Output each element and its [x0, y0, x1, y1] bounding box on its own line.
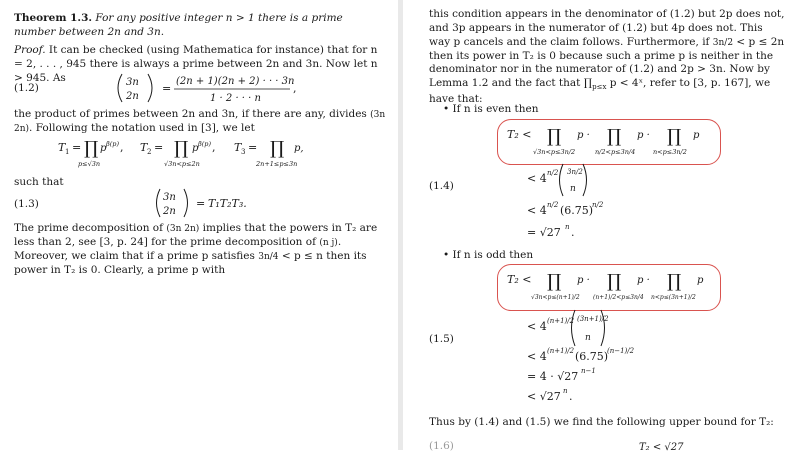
svg-text:∏: ∏ — [607, 126, 622, 147]
svg-text:β(p): β(p) — [198, 140, 211, 148]
inline-binom: (3n 2n) — [14, 110, 386, 134]
svg-text:∏: ∏ — [607, 271, 622, 292]
svg-text:(n+1)/2<p≤3n/4: (n+1)/2<p≤3n/4 — [593, 294, 644, 301]
t-definitions — [58, 135, 358, 175]
svg-text:T₁T₂T₃.: T₁T₂T₃. — [208, 197, 247, 210]
svg-text:1: 1 — [65, 148, 70, 156]
para-top-c: p < 4ˣ, refer to [3, p. 167], we have that: — [429, 77, 771, 105]
svg-text:< 4: < 4 — [527, 172, 547, 185]
svg-text:3n: 3n — [163, 192, 176, 203]
eq-1-2-binomial — [110, 68, 310, 108]
proof-label: Proof. — [14, 44, 46, 56]
svg-text:2n+1≤p≤3n: 2n+1≤p≤3n — [256, 160, 298, 168]
svg-text:T₂ <: T₂ < — [507, 273, 532, 286]
svg-text:T₂ < √27: T₂ < √27 — [639, 442, 684, 452]
svg-text:,: , — [120, 141, 124, 154]
svg-text:p ·: p · — [577, 275, 590, 286]
svg-text:n<p≤3n/2: n<p≤3n/2 — [653, 148, 687, 156]
even-product — [507, 121, 717, 163]
svg-text:n−1: n−1 — [581, 367, 596, 375]
decomp-text-b: implies that the powers in T₂ are less than 2, see [3, p. 24] for the prime decomposition of — [14, 222, 378, 248]
bullet-even: • If n is even then — [443, 103, 539, 115]
svg-text:n/2<p≤3n/4: n/2<p≤3n/4 — [595, 148, 636, 156]
svg-text:.: . — [569, 390, 573, 403]
svg-text:(2n + 1)(2n + 2) · · · 3n: (2n + 1)(2n + 2) · · · 3n — [176, 76, 295, 87]
svg-text:n/2: n/2 — [592, 201, 604, 209]
decomp-text-c: . Moreover, we claim that if a prime p satisfies — [14, 235, 342, 262]
svg-text:p: p — [697, 275, 704, 286]
decomp-text-a: The prime decomposition of — [14, 222, 164, 234]
eq-1-2-label: (1.2) — [14, 82, 39, 94]
svg-text:,: , — [212, 141, 216, 154]
svg-text:2n: 2n — [126, 91, 139, 102]
inline-binom-2: (3n 2n) — [166, 224, 200, 234]
svg-text:T₂ <: T₂ < — [507, 128, 532, 141]
eq-1-4-label: (1.4) — [429, 180, 454, 192]
svg-text:< 4: < 4 — [527, 204, 547, 217]
svg-text:p: p — [693, 130, 700, 141]
svg-text:n: n — [565, 223, 570, 231]
prod-subscript: p≤x — [592, 83, 607, 92]
proof-text: It can be checked (using Mathematica for instance) that for n = 2, . . . , 945 there is always a prime between 2n and 3n. Now let n > 945. As — [14, 44, 378, 84]
svg-text:3: 3 — [241, 148, 246, 156]
eq-1-3-label: (1.3) — [14, 198, 39, 210]
svg-text:p ·: p · — [577, 130, 590, 141]
eq-1-3-formula — [150, 186, 270, 220]
svg-text:n<p≤(3n+1)/2: n<p≤(3n+1)/2 — [651, 294, 696, 301]
theorem-label: Theorem 1.3. — [14, 12, 93, 24]
svg-text:∏: ∏ — [270, 138, 285, 159]
svg-text:2: 2 — [147, 148, 152, 156]
svg-text:=: = — [162, 82, 172, 95]
svg-text:.: . — [571, 226, 575, 239]
svg-text:(n−1)/2: (n−1)/2 — [607, 347, 635, 355]
svg-text:(n+1)/2: (n+1)/2 — [547, 317, 575, 325]
svg-text:p ·: p · — [637, 130, 650, 141]
svg-text:=: = — [72, 141, 82, 154]
inline-frac-3n4: 3n/4 — [258, 251, 279, 262]
svg-text:3n/2: 3n/2 — [567, 168, 583, 176]
eq-1-6-label: (1.6) — [429, 440, 454, 452]
svg-text:(3n+1)/2: (3n+1)/2 — [577, 315, 609, 323]
svg-text:3n: 3n — [126, 77, 139, 88]
such-that: such that — [14, 176, 64, 188]
svg-text:∏: ∏ — [667, 126, 682, 147]
svg-text:,: , — [293, 82, 297, 95]
bullet-odd: • If n is odd then — [443, 249, 534, 261]
svg-text:T: T — [234, 141, 242, 154]
svg-text:n: n — [563, 387, 568, 395]
bullet-odd-text: If n is odd then — [452, 249, 534, 261]
theorem-1-3 — [14, 12, 386, 40]
theorem-text: For any positive integer n > 1 there is a prime number between 2n and 3n. — [14, 12, 343, 38]
svg-text:=: = — [196, 197, 206, 210]
decomposition-paragraph — [14, 222, 386, 277]
svg-text:T: T — [58, 141, 66, 154]
inline-binom-3: (n j) — [319, 237, 338, 248]
svg-text:=: = — [248, 141, 258, 154]
svg-text:n/2: n/2 — [547, 169, 559, 177]
right-page — [403, 0, 800, 450]
svg-text:∏: ∏ — [547, 271, 562, 292]
svg-text:∏: ∏ — [667, 271, 682, 292]
right-top-paragraph — [429, 8, 787, 107]
left-page — [0, 0, 398, 450]
inline-frac-3n2: 3n/2 — [712, 37, 734, 48]
svg-text:p ·: p · — [637, 275, 650, 286]
svg-text:∏: ∏ — [174, 138, 189, 159]
svg-text:(6.75): (6.75) — [560, 204, 594, 217]
svg-text:∏: ∏ — [547, 126, 562, 147]
svg-text:< 4: < 4 — [527, 350, 547, 363]
svg-text:p: p — [100, 143, 107, 154]
after-eq12-text: the product of primes between 2n and 3n, if there are any, divides — [14, 108, 367, 120]
svg-text:=: = — [154, 141, 164, 154]
para-top-b: < p ≤ 2n then its power in T₂ is 0 because such a prime p is neither in the denominator nor in the numerator of (1.2) and 2p > 3n. Now by Lemma 1.2 and the fact that ∏ — [429, 35, 785, 90]
svg-text:√3n<p≤3n/2: √3n<p≤3n/2 — [533, 148, 576, 156]
eq-1-5-label: (1.5) — [429, 333, 454, 345]
svg-text:n: n — [585, 333, 591, 343]
svg-text:β(p): β(p) — [106, 140, 119, 148]
svg-text:p,: p, — [294, 143, 304, 154]
conclusion-paragraph: Thus by (1.4) and (1.5) we find the following upper bound for T₂: — [429, 416, 774, 428]
svg-text:(n+1)/2: (n+1)/2 — [547, 347, 575, 355]
bullet-even-text: If n is even then — [452, 103, 539, 115]
svg-text:p≤√3n: p≤√3n — [78, 160, 101, 168]
para-top-a: this condition appears in the denominator of (1.2) but 2p does not, and 3p appears in the numerator of (1.2) but 4p does not. This way p cancels and the claim follows. Furthermore, if — [429, 8, 785, 48]
svg-text:√3n<p≤(n+1)/2: √3n<p≤(n+1)/2 — [531, 294, 580, 301]
svg-text:n/2: n/2 — [547, 201, 559, 209]
svg-text:1 · 2 · · · n: 1 · 2 · · · n — [210, 93, 261, 104]
svg-text:p: p — [192, 143, 199, 154]
eq-1-4-bounds — [527, 162, 687, 242]
svg-text:n: n — [570, 184, 576, 194]
after-eq12-text-b: . Following the notation used in [3], we let — [29, 121, 255, 134]
svg-text:(6.75): (6.75) — [575, 350, 609, 363]
svg-text:2n: 2n — [163, 206, 176, 217]
svg-text:= 4 · √27: = 4 · √27 — [527, 370, 579, 383]
svg-text:< 4: < 4 — [527, 320, 547, 333]
svg-text:√3n<p≤2n: √3n<p≤2n — [164, 160, 200, 168]
eq-1-5-bounds — [527, 308, 697, 404]
svg-text:< √27: < √27 — [527, 390, 561, 403]
svg-text:= √27: = √27 — [527, 226, 561, 239]
svg-text:∏: ∏ — [84, 138, 99, 159]
eq-1-6-partial — [639, 440, 719, 452]
odd-product — [507, 266, 717, 308]
after-eq12-paragraph — [14, 108, 386, 136]
svg-text:T: T — [140, 141, 148, 154]
decomp-text-d: < p ≤ n then its power in T₂ is 0. Clearly, a prime p with — [14, 249, 367, 276]
